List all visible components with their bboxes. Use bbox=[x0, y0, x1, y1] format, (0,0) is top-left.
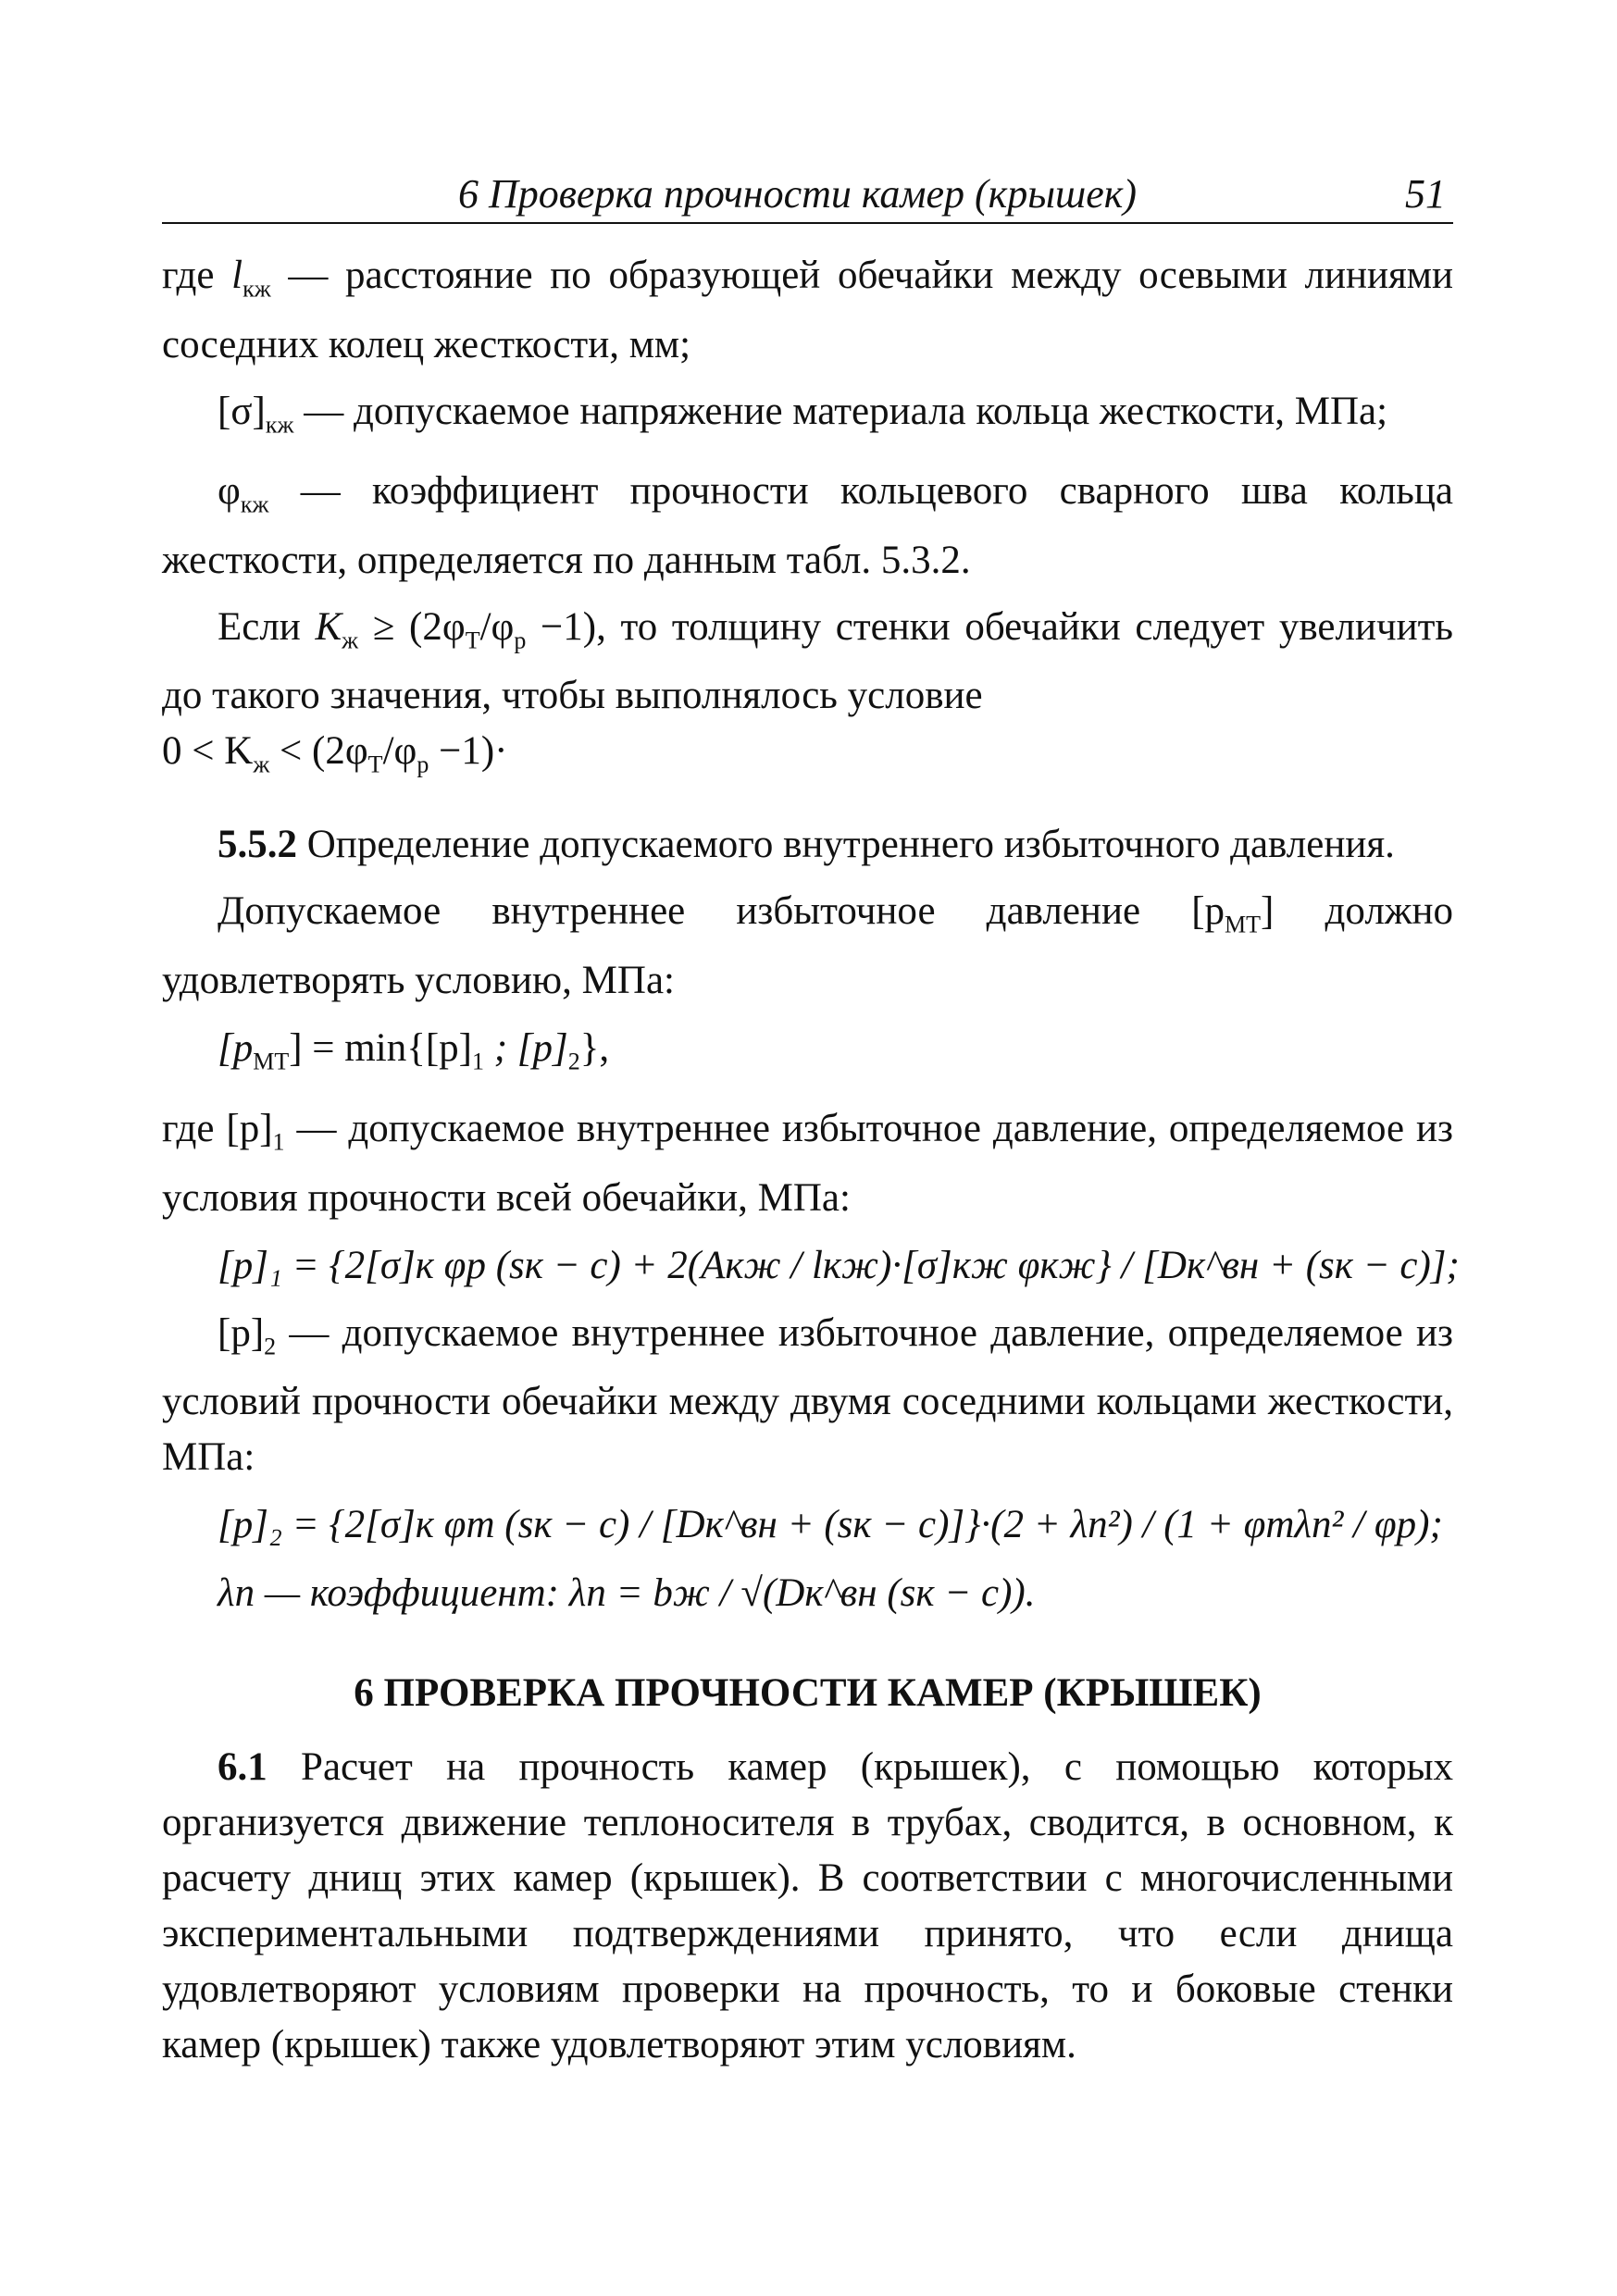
document-page bbox=[162, 167, 1460, 2073]
running-title: 6 Проверка прочности камер (крышек) bbox=[458, 171, 1137, 217]
definition-phi-kzh: $\varphi_{кж}$ — коэффициент прочности кольцевого сварного шва кольца жесткости, определяется по данным табл. 5.3.2. bbox=[162, 469, 1453, 582]
section-5-5-2-intro: Допускаемое внутреннее избыточное давление $[p_{МТ}]$ должно удовлетворять условию, МПа: bbox=[162, 888, 1454, 1002]
where-p2: $[p]_2$ — допускаемое внутреннее избыточное давление, определяемое из условий прочности обечайки между двумя соседними кольцами жесткости, МПа: bbox=[162, 1310, 1453, 1480]
lambda-definition: λn — коэффициент: λn = bж / √(Dк^вн (sк − c)). bbox=[218, 1571, 1036, 1616]
equation-p-mt: $[p_{МТ}] = \min\{[p]_1$ ; $[p]_2$}, bbox=[218, 1025, 610, 1075]
equation-p2: [p]₂ = {2[σ]к φт (sк − c) / [Dк^вн + (sк − c)]}·(2 + λn²) / (1 + φтλn² / φр); bbox=[218, 1503, 1443, 1547]
where-p1: где $[p]_1$ — допускаемое внутреннее избыточное давление, определяемое из условия прочности всей обечайки, МПа: bbox=[162, 1107, 1453, 1220]
equation-p1: [p]₁ = {2[σ]к φр (sк − c) + 2(Aкж / lкж)·[σ]кж φкж} / [Dк^вн + (sк − c)]; bbox=[218, 1243, 1460, 1287]
section-6-heading: 6 ПРОВЕРКА ПРОЧНОСТИ КАМЕР (КРЫШЕК) bbox=[354, 1671, 1262, 1716]
section-6-1-paragraph: 6.1 Расчет на прочность камер (крышек), с помощью которых организуется движение теплоносителя в трубах, сводится, в основном, к расчету днищ этих камер (крышек). В соответствии с многочисленными экспериментальными подтверждениями принято, что если днища удовлетворяют условиям проверки на прочность, то и боковые стенки камер (крышек) также удовлетворяют этим условиям. bbox=[162, 1745, 1453, 2067]
section-5-5-2-title: 5.5.2 Определение допускаемого внутреннего избыточного давления. bbox=[218, 822, 1395, 866]
condition-paragraph: Если $K_ж \ge (2\varphi_Т/\varphi_р -1)$, то толщину стенки обечайки следует увеличить до такого значения, чтобы выполнялось условие $0 < K_ж < (2\varphi_Т/\varphi_р -1)\cdot$ bbox=[162, 604, 1453, 778]
definition-sigma-kzh: $[\sigma]_{кж}$ — допускаемое напряжение материала кольца жесткости, МПа; bbox=[218, 389, 1388, 439]
running-header bbox=[162, 167, 1453, 224]
page-number: 51 bbox=[1405, 171, 1446, 217]
definition-l-kzh: где $l_{кж}$ — расстояние по образующей обечайки между осевыми линиями соседних колец жесткости, мм; bbox=[162, 254, 1454, 366]
